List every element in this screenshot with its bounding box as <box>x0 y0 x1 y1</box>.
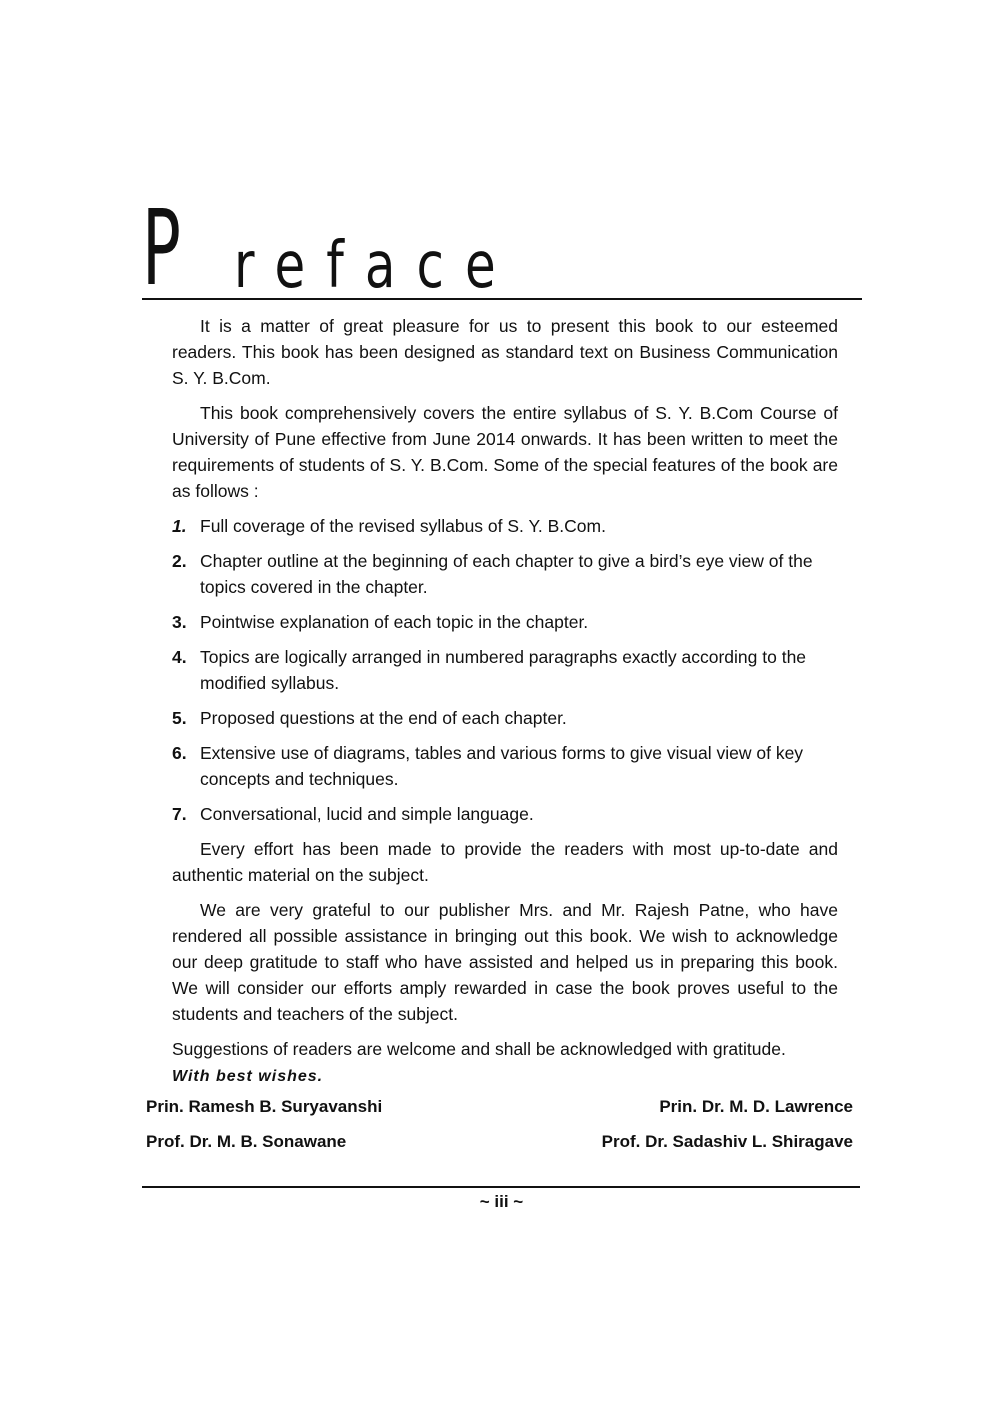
signatory-left-1: Prin. Ramesh B. Suryavanshi <box>146 1097 383 1116</box>
list-item-number: 5. <box>172 708 187 728</box>
suggestions-paragraph: Suggestions of readers are welcome and shall be acknowledged with gratitude. <box>172 1039 786 1059</box>
list-item-text: Conversational, lucid and simple language. <box>200 804 534 824</box>
list-item-number: 1. <box>172 516 187 536</box>
list-item-number: 6. <box>172 743 187 763</box>
list-item <box>172 609 838 635</box>
preface-body <box>172 313 838 1071</box>
page-number: ~ iii ~ <box>479 1192 524 1211</box>
list-item-text: Full coverage of the revised syllabus of S. Y. B.Com. <box>200 516 606 536</box>
footer-divider <box>142 1186 860 1188</box>
title-remaining-letters: reface <box>234 229 517 303</box>
features-list <box>172 513 838 827</box>
closing-salutation: With best wishes. <box>172 1068 324 1085</box>
effort-paragraph: Every effort has been made to provide the readers with most up-to-date and authentic material on the subject. <box>172 839 838 885</box>
list-item <box>172 548 838 600</box>
list-item <box>172 644 838 696</box>
list-item <box>172 740 838 792</box>
gratitude-paragraph: We are very grateful to our publisher Mrs. and Mr. Rajesh Patne, who have rendered all possible assistance in bringing out this book. We wish to acknowledge our deep gratitude to staff who have assisted and helped us in preparing this book. We will consider our efforts amply rewarded in case the book proves useful to the students and teachers of the subject. <box>172 900 838 1024</box>
coverage-paragraph: This book comprehensively covers the entire syllabus of S. Y. B.Com Course of University of Pune effective from June 2014 onwards. It has been written to meet the requirements of students of S. Y. B.Com. Some of the special features of the book are as follows : <box>172 403 838 501</box>
list-item-text: Proposed questions at the end of each chapter. <box>200 708 567 728</box>
list-item-text: Topics are logically arranged in numbered paragraphs exactly according to the modified syllabus. <box>200 647 807 693</box>
list-item-number: 7. <box>172 804 187 824</box>
intro-paragraph: It is a matter of great pleasure for us to present this book to our esteemed readers. This book has been designed as standard text on Business Communication S. Y. B.Com. <box>172 316 838 388</box>
list-item-text: Pointwise explanation of each topic in the chapter. <box>200 612 589 632</box>
signatory-right-2: Prof. Dr. Sadashiv L. Shiragave <box>601 1132 853 1151</box>
list-item <box>172 801 838 827</box>
list-item-text: Extensive use of diagrams, tables and various forms to give visual view of key concepts and techniques. <box>200 743 804 789</box>
list-item-number: 2. <box>172 551 187 571</box>
list-item <box>172 513 838 539</box>
list-item-text: Chapter outline at the beginning of each chapter to give a bird’s eye view of the topics covered in the chapter. <box>200 551 813 597</box>
list-item-number: 4. <box>172 647 187 667</box>
list-item <box>172 705 838 731</box>
list-item-number: 3. <box>172 612 187 632</box>
signatory-right-1: Prin. Dr. M. D. Lawrence <box>659 1097 853 1116</box>
signatory-left-2: Prof. Dr. M. B. Sonawane <box>146 1132 347 1151</box>
page-title <box>142 187 862 309</box>
title-initial-letter: P <box>142 187 181 309</box>
